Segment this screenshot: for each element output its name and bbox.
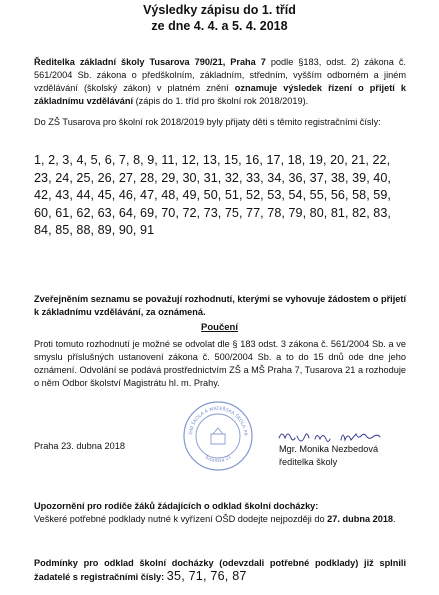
publish-notice: Zveřejněním seznamu se považují rozhodnutí, kterými se vyhovuje žádostem o přijetí k základnímu vzdělávání, za oznámená.	[34, 294, 406, 317]
school-stamp	[182, 400, 254, 472]
deferral-notice	[34, 500, 406, 526]
stamp-text-top: DNÍ ŠKOLA A MATEŘSKÁ ŠKOLA PR	[188, 406, 248, 436]
deferral-notice-heading: Upozornění pro rodiče žáků žádajících o odklad školní docházky:	[34, 501, 319, 511]
page-title: Výsledky zápisu do 1. tříd	[143, 3, 296, 17]
deferral-registration-numbers: 35, 71, 76, 87	[166, 569, 247, 583]
intro-paragraph	[34, 56, 406, 108]
deferral-notice-text	[34, 513, 406, 526]
intro-text: podle §183, odst. 2) zákona č. 561/2004 Sb. zákona o předškolním, základním, středním, vyšším odborném a jiném vzdělávání (školský zákon) v platném znění	[34, 57, 406, 93]
deferral-deadline: 27. dubna 2018	[327, 514, 394, 524]
deferral-conditions-text: Podmínky pro odklad školní docházky (odevzdali potřebné podklady) již splnili žadatelé s registračními čísly:	[34, 558, 406, 582]
instruction-heading: Poučení	[201, 322, 238, 333]
page-subtitle: ze dne 4. 4. a 5. 4. 2018	[151, 19, 288, 33]
signature-role: ředitelka školy	[279, 457, 338, 467]
deferral-conditions	[34, 557, 406, 584]
intro-school-name: Ředitelka základní školy Tusarova 790/21, Praha 7	[34, 57, 266, 67]
intro-decision: oznamuje výsledek řízení o přijetí k základnímu vzdělávání	[34, 83, 406, 106]
date-line: Praha 23. dubna 2018	[34, 441, 125, 451]
deferral-notice-end: .	[393, 514, 396, 524]
deferral-notice-body: Veškeré potřebné podklady nutné k vyřízení OŠD dodejte nejpozději do	[34, 514, 328, 524]
instruction-text: Proti tomuto rozhodnutí je možné se odvolat dle § 183 odst. 3 zákona č. 561/2004 Sb. a ve smyslu příslušných ustanovení zákona č. 500/2004 Sb. a to do 15 dnů ode dne jeho oznámení. Odvolání se podává prostřednictvím ZŠ a MŠ Praha 7, Tusarova 21 a rozhoduje o něm Odbor školství Magistrátu hl. m. Prahy.	[34, 339, 406, 388]
registration-numbers: 1, 2, 3, 4, 5, 6, 7, 8, 9, 11, 12, 13, 15, 16, 17, 18, 19, 20, 21, 22, 23, 24, 25, 26, 27, 28, 29, 30, 31, 32, 33, 34, 36, 37, 38, 39, 40, 42, 43, 44, 45, 46, 47, 48, 49, 50, 51, 52, 53, 54, 55, 56, 58, 59, 60, 61, 62, 63, 64, 69, 70, 72, 73, 75, 77, 78, 79, 80, 81, 82, 83, 84, 85, 88, 89, 90, 91	[34, 153, 391, 238]
admitted-lead: Do ZŠ Tusarova pro školní rok 2018/2019 byly přijaty děti s těmito registračními čísly:	[34, 117, 381, 127]
signature-name: Mgr. Monika Nezbedová	[279, 444, 379, 454]
signature-block	[279, 443, 378, 469]
stamp-text-bottom: Tusarova 21	[203, 454, 233, 465]
intro-text-end: (zápis do 1. tříd pro školní rok 2018/2019).	[133, 96, 309, 106]
